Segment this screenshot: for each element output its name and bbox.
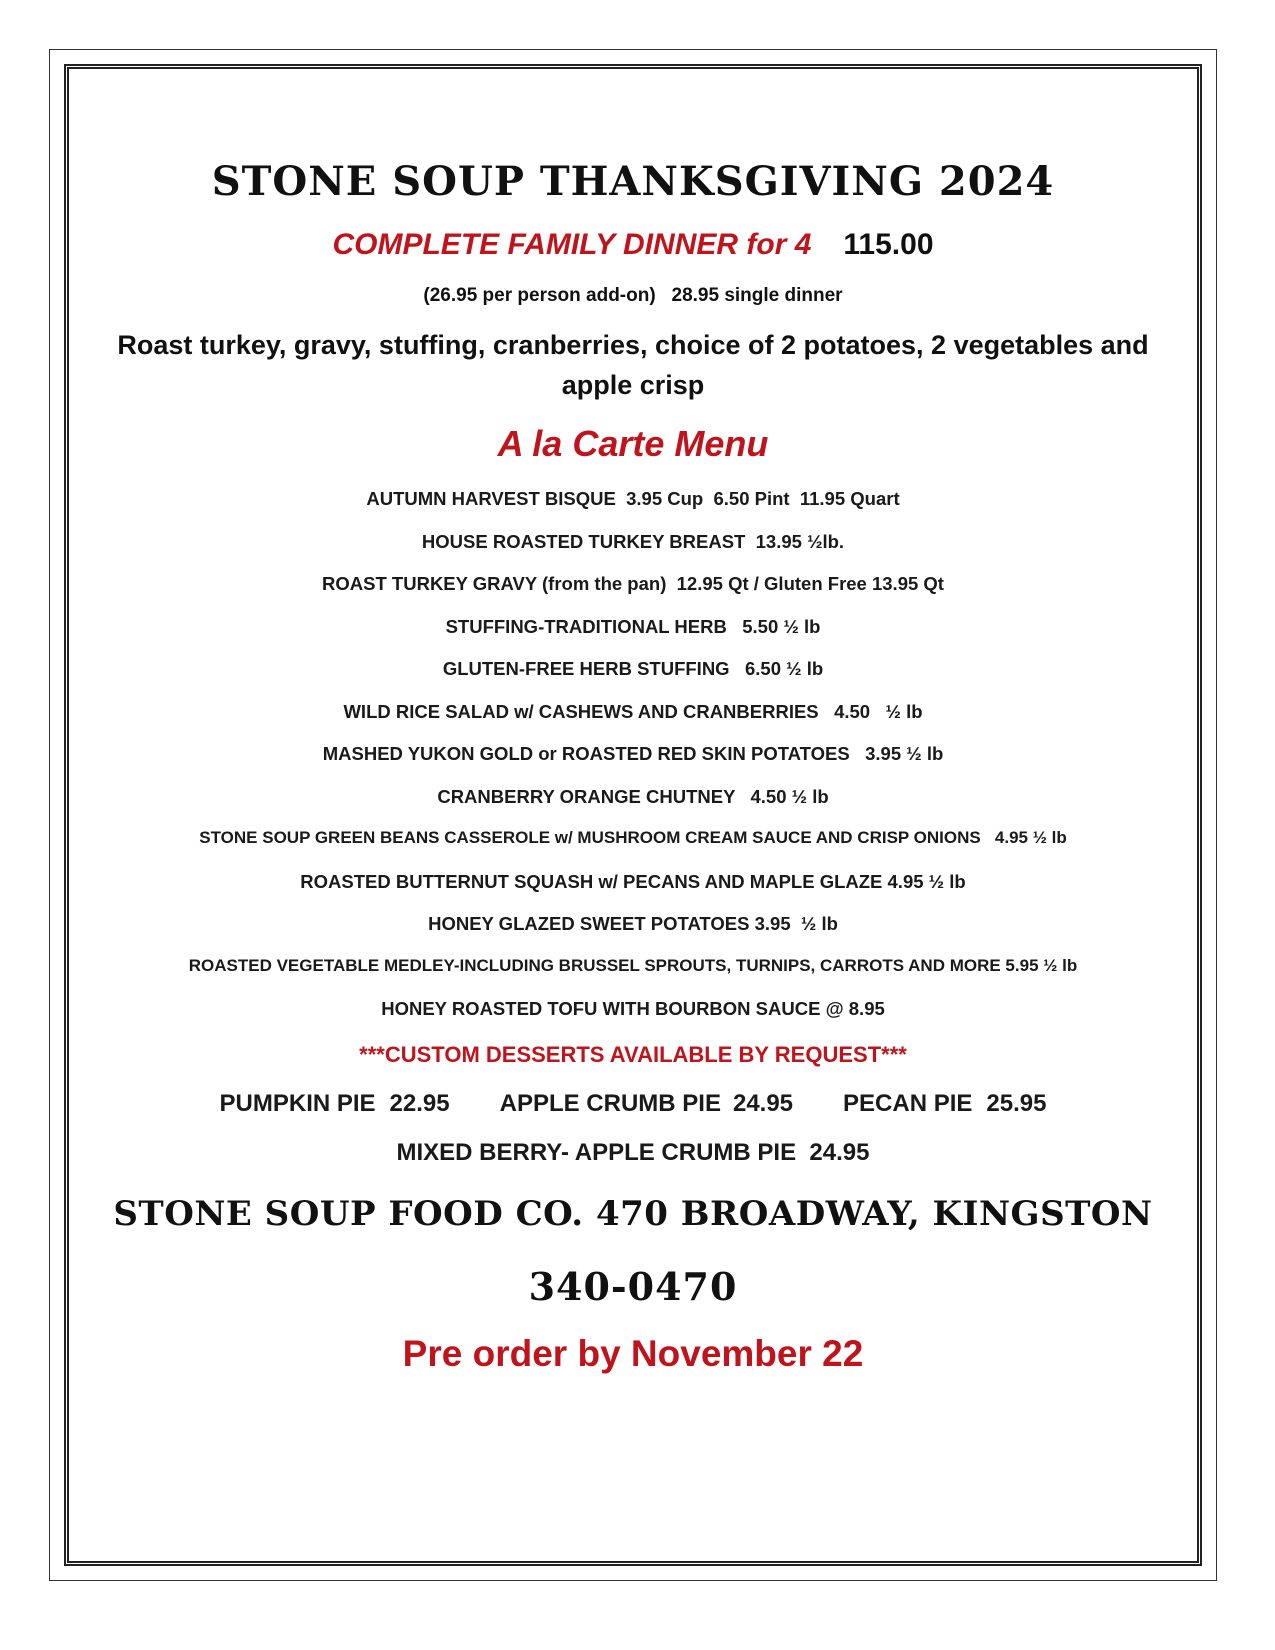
menu-item: ROAST TURKEY GRAVY (from the pan) 12.95 Qt / Gluten Free 13.95 Qt	[322, 573, 944, 594]
pie-name: PECAN PIE	[843, 1090, 973, 1117]
pie-row	[74, 1090, 1192, 1118]
description-line-1: Roast turkey, gravy, stuffing, cranberries, choice of 2 potatoes, 2 vegetables and	[117, 330, 1149, 360]
pie-name: APPLE CRUMB PIE	[499, 1090, 721, 1117]
pie-price: 22.95	[389, 1090, 450, 1117]
pie-name: PUMPKIN PIE	[219, 1090, 376, 1117]
page-title: STONE SOUP THANKSGIVING 2024	[211, 158, 1055, 205]
family-dinner-line	[74, 228, 1192, 262]
addon-line: (26.95 per person add-on) 28.95 single dinner	[423, 285, 843, 306]
menu-item: CRANBERRY ORANGE CHUTNEY 4.50 ½ lb	[437, 786, 829, 807]
store-address: STONE SOUP FOOD CO. 470 BROADWAY, KINGSTON	[113, 1194, 1153, 1234]
pie-price: 25.95	[986, 1090, 1047, 1117]
menu-item: ROASTED BUTTERNUT SQUASH w/ PECANS AND MAPLE GLAZE 4.95 ½ lb	[300, 871, 966, 892]
menu-item: STONE SOUP GREEN BEANS CASSEROLE w/ MUSHROOM CREAM SAUCE AND CRISP ONIONS 4.95 ½ lb	[199, 828, 1067, 847]
menu-item: ROASTED VEGETABLE MEDLEY-INCLUDING BRUSSEL SPROUTS, TURNIPS, CARROTS AND MORE 5.95 ½ lb	[188, 956, 1078, 975]
menu-item: WILD RICE SALAD w/ CASHEWS AND CRANBERRIES 4.50 ½ lb	[343, 701, 923, 722]
menu-item: HONEY ROASTED TOFU WITH BOURBON SAUCE @ 8.95	[381, 998, 885, 1019]
menu-item: STUFFING-TRADITIONAL HERB 5.50 ½ lb	[445, 616, 821, 637]
menu-item: HONEY GLAZED SWEET POTATOES 3.95 ½ lb	[428, 913, 838, 934]
menu-item: AUTUMN HARVEST BISQUE 3.95 Cup 6.50 Pint 11.95 Quart	[366, 488, 900, 509]
family-dinner-label: COMPLETE FAMILY DINNER for 4	[332, 228, 812, 261]
a-la-carte-heading: A la Carte Menu	[497, 423, 769, 464]
mixed-berry-pie: MIXED BERRY- APPLE CRUMB PIE 24.95	[396, 1139, 870, 1166]
menu-item: MASHED YUKON GOLD or ROASTED RED SKIN POTATOES 3.95 ½ lb	[322, 743, 944, 764]
custom-desserts-notice: ***CUSTOM DESSERTS AVAILABLE BY REQUEST***	[359, 1042, 907, 1067]
pie-price: 24.95	[732, 1090, 794, 1117]
family-dinner-price: 115.00	[843, 228, 934, 261]
description-line-2: apple crisp	[561, 370, 705, 400]
menu-item: GLUTEN-FREE HERB STUFFING 6.50 ½ lb	[442, 658, 824, 679]
preorder-deadline: Pre order by November 22	[402, 1333, 864, 1374]
store-phone: 340-0470	[528, 1264, 738, 1309]
menu-item: HOUSE ROASTED TURKEY BREAST 13.95 ½lb.	[421, 531, 845, 552]
